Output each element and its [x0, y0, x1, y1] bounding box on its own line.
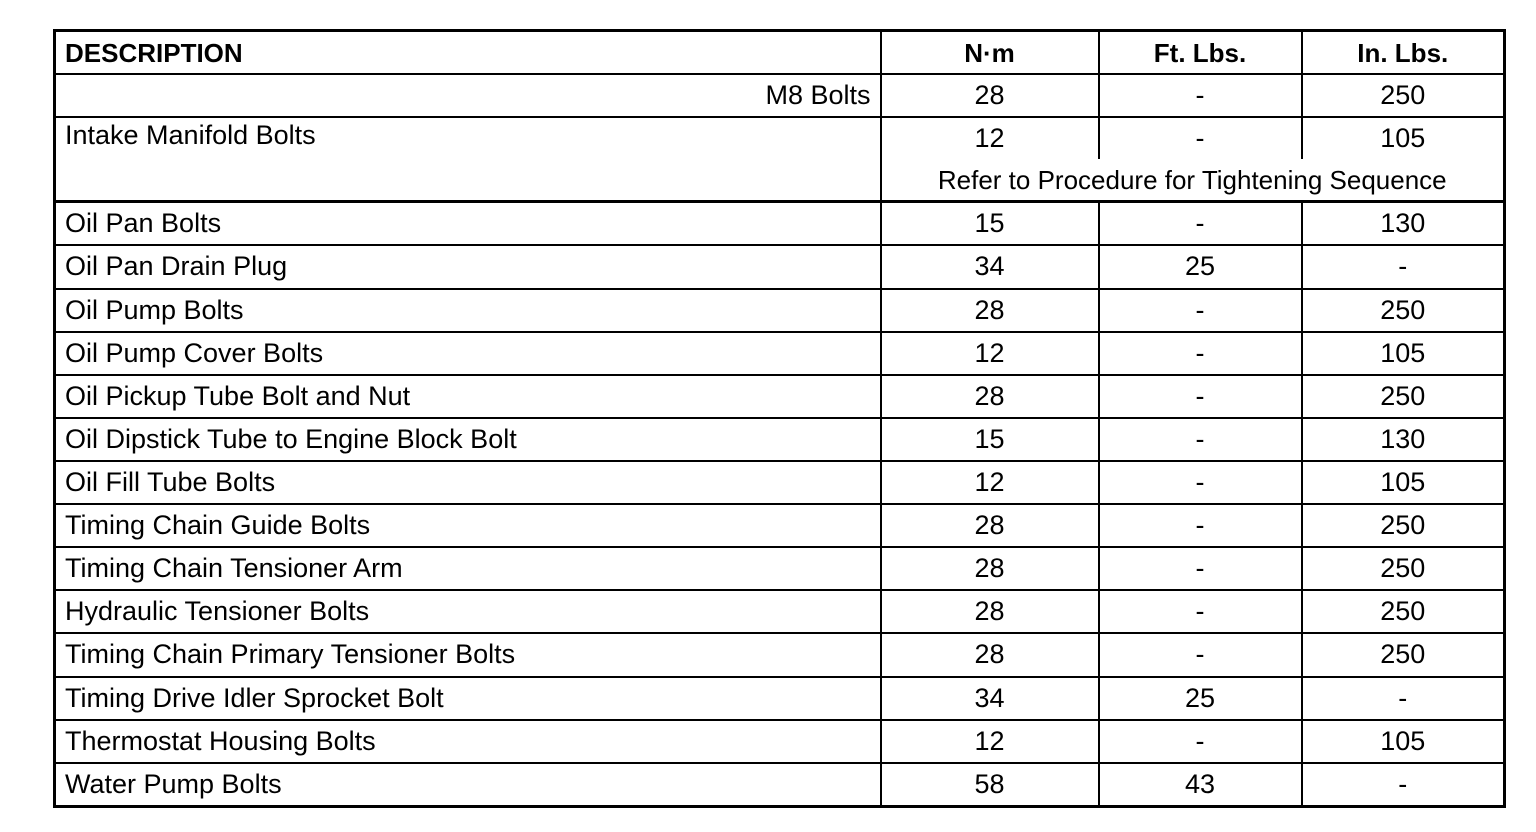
cell-in-lbs: 250	[1302, 289, 1505, 332]
cell-description: Oil Pan Bolts	[55, 202, 881, 246]
cell-in-lbs: 130	[1302, 202, 1505, 246]
cell-in-lbs: 250	[1302, 590, 1505, 633]
cell-description: Timing Chain Tensioner Arm	[55, 547, 881, 590]
cell-ft-lbs: -	[1099, 547, 1302, 590]
table-row	[55, 677, 1505, 720]
cell-in-lbs: 250	[1302, 74, 1505, 117]
cell-ft-lbs: 25	[1099, 245, 1302, 288]
table-row	[55, 332, 1505, 375]
cell-ft-lbs: -	[1099, 461, 1302, 504]
cell-in-lbs: 105	[1302, 461, 1505, 504]
cell-in-lbs: 250	[1302, 375, 1505, 418]
cell-in-lbs: 105	[1302, 720, 1505, 763]
cell-description: Intake Manifold Bolts	[55, 117, 881, 202]
cell-description: Timing Chain Guide Bolts	[55, 504, 881, 547]
cell-in-lbs: 130	[1302, 418, 1505, 461]
cell-description: Timing Chain Primary Tensioner Bolts	[55, 633, 881, 676]
cell-nm: 28	[881, 289, 1099, 332]
cell-nm: 12	[881, 332, 1099, 375]
cell-nm: 34	[881, 677, 1099, 720]
table-row-m8-bolts	[55, 74, 1505, 117]
cell-ft-lbs: -	[1099, 332, 1302, 375]
cell-description: Oil Pump Bolts	[55, 289, 881, 332]
table-row	[55, 720, 1505, 763]
table-row-intake-manifold	[55, 117, 1505, 159]
cell-nm: 28	[881, 547, 1099, 590]
table-row	[55, 461, 1505, 504]
cell-ft-lbs: -	[1099, 289, 1302, 332]
cell-in-lbs: 105	[1302, 117, 1505, 159]
cell-description: Timing Drive Idler Sprocket Bolt	[55, 677, 881, 720]
cell-in-lbs: 250	[1302, 547, 1505, 590]
cell-ft-lbs: 25	[1099, 677, 1302, 720]
cell-in-lbs: 250	[1302, 633, 1505, 676]
cell-in-lbs: -	[1302, 677, 1505, 720]
cell-ft-lbs: -	[1099, 633, 1302, 676]
cell-nm: 34	[881, 245, 1099, 288]
cell-description: Oil Fill Tube Bolts	[55, 461, 881, 504]
cell-nm: 28	[881, 504, 1099, 547]
cell-ft-lbs: -	[1099, 504, 1302, 547]
cell-ft-lbs: -	[1099, 74, 1302, 117]
cell-description: Water Pump Bolts	[55, 763, 881, 807]
table-row	[55, 547, 1505, 590]
header-in-lbs: In. Lbs.	[1302, 31, 1505, 75]
cell-in-lbs: 105	[1302, 332, 1505, 375]
cell-description: Oil Pan Drain Plug	[55, 245, 881, 288]
cell-description: Oil Pickup Tube Bolt and Nut	[55, 375, 881, 418]
cell-description: Oil Dipstick Tube to Engine Block Bolt	[55, 418, 881, 461]
header-row	[55, 31, 1505, 75]
cell-ft-lbs: -	[1099, 375, 1302, 418]
cell-ft-lbs: -	[1099, 720, 1302, 763]
cell-nm: 15	[881, 202, 1099, 246]
cell-ft-lbs: -	[1099, 590, 1302, 633]
table-row	[55, 590, 1505, 633]
torque-spec-table	[53, 29, 1506, 808]
header-nm: N·m	[881, 31, 1099, 75]
cell-nm: 28	[881, 74, 1099, 117]
cell-nm: 28	[881, 590, 1099, 633]
table-row	[55, 504, 1505, 547]
cell-description: M8 Bolts	[55, 74, 881, 117]
cell-description: Oil Pump Cover Bolts	[55, 332, 881, 375]
cell-nm: 28	[881, 633, 1099, 676]
cell-in-lbs: -	[1302, 245, 1505, 288]
cell-nm: 12	[881, 720, 1099, 763]
cell-nm: 15	[881, 418, 1099, 461]
table-row	[55, 289, 1505, 332]
cell-ft-lbs: -	[1099, 202, 1302, 246]
table-row	[55, 418, 1505, 461]
cell-in-lbs: -	[1302, 763, 1505, 807]
table-row	[55, 763, 1505, 807]
cell-nm: 28	[881, 375, 1099, 418]
header-description: DESCRIPTION	[55, 31, 881, 75]
cell-ft-lbs: -	[1099, 418, 1302, 461]
cell-description: Hydraulic Tensioner Bolts	[55, 590, 881, 633]
table-row	[55, 245, 1505, 288]
table-row	[55, 375, 1505, 418]
cell-nm: 58	[881, 763, 1099, 807]
cell-ft-lbs: 43	[1099, 763, 1302, 807]
cell-in-lbs: 250	[1302, 504, 1505, 547]
table-row	[55, 202, 1505, 246]
cell-ft-lbs: -	[1099, 117, 1302, 159]
cell-description: Thermostat Housing Bolts	[55, 720, 881, 763]
header-ft-lbs: Ft. Lbs.	[1099, 31, 1302, 75]
cell-nm: 12	[881, 461, 1099, 504]
cell-nm: 12	[881, 117, 1099, 159]
tightening-sequence-note: Refer to Procedure for Tightening Sequence	[881, 159, 1505, 202]
table-row	[55, 633, 1505, 676]
